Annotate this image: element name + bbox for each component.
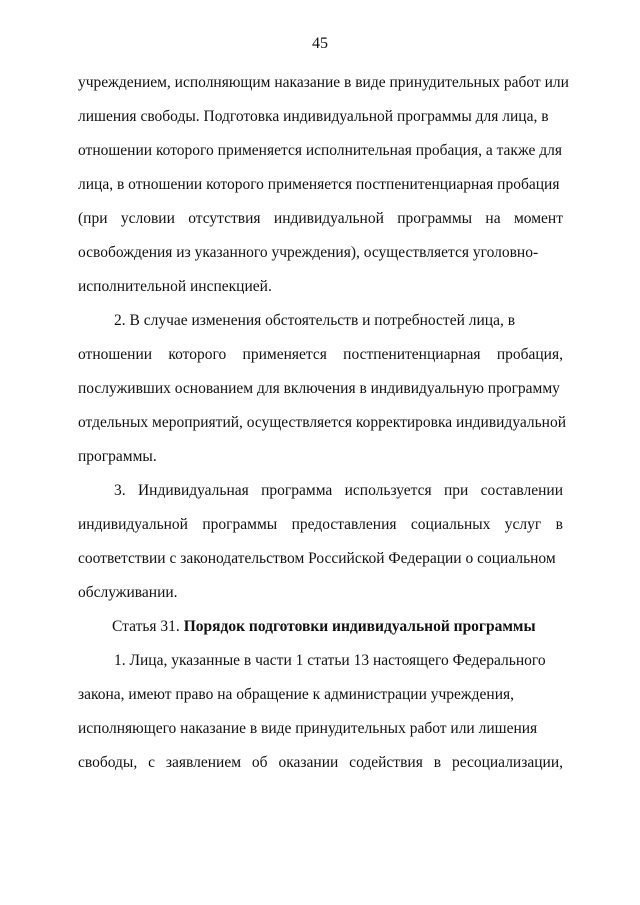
article-title: Порядок подготовки индивидуальной программы [183,618,536,635]
text-line: 1. Лица, указанные в части 1 статьи 13 настоящего Федерального [114,652,546,669]
text-line: 2. В случае изменения обстоятельств и потребностей лица, в [114,312,516,329]
page-number: 45 [312,35,328,52]
text-line: исполняющего наказание в виде принудительных работ или лишения [78,720,538,737]
text-line: отношении которого применяется исполнительная пробация, а также для [78,142,562,159]
text-line: лица, в отношении которого применяется постпенитенциарная пробация [78,176,560,193]
text-line: 3. Индивидуальная программа используется при составлении [114,482,563,499]
text-line: (при условии отсутствия индивидуальной программы на момент [78,210,563,227]
text-line: отношении которого применяется постпенитенциарная пробация, [78,346,563,363]
article-heading [112,617,563,637]
text-line: послуживших основанием для включения в индивидуальную программу [78,380,560,397]
text-line: учреждением, исполняющим наказание в виде принудительных работ или [78,74,569,91]
text-line: соответствии с законодательством Российской Федерации о социальном [78,550,556,567]
text-line: исполнительной инспекцией. [78,278,272,295]
text-line: обслуживании. [78,584,178,601]
text-line: программы. [78,448,157,465]
text-line: лишения свободы. Подготовка индивидуальной программы для лица, в [78,108,549,125]
text-line: свободы, с заявлением об оказании содействия в ресоциализации, [78,754,563,771]
text-line: отдельных мероприятий, осуществляется корректировка индивидуальной [78,414,567,431]
text-line: освобождения из указанного учреждения), осуществляется уголовно- [78,244,539,261]
text-line: индивидуальной программы предоставления социальных услуг в [78,516,563,533]
article-prefix: Статья 31. [112,618,184,635]
text-line: закона, имеют право на обращение к администрации учреждения, [78,686,515,703]
